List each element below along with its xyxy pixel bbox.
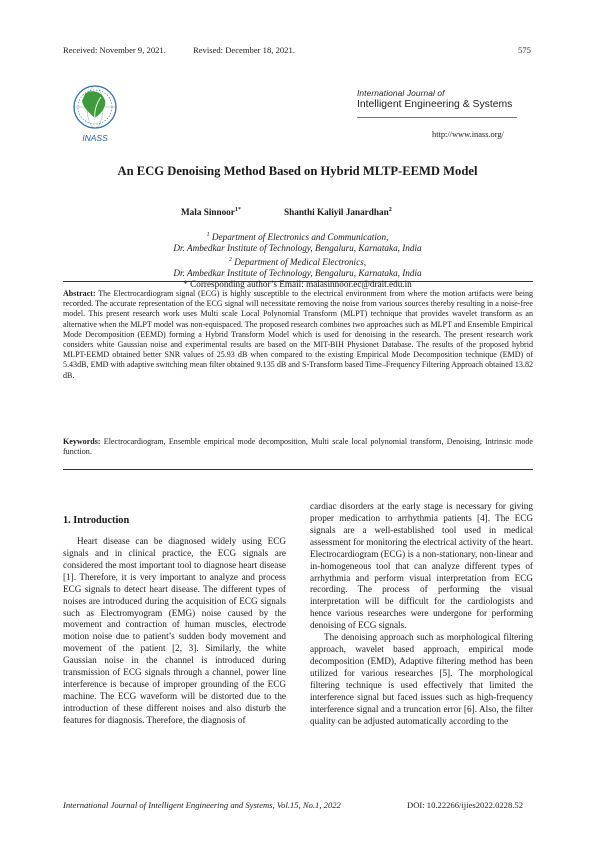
journal-name [357,88,512,110]
col2-paragraph-1: cardiac disorders at the early stage is necessary for giving proper medication to arrhythmia patients [4]. The ECG signals are a well-established tool used in medical assessment for monitoring the electrical activity of the heart. Electrocardiogram (ECG) is a non-stationary, non-linear and in-homogeneous tool that can analyze different types of arrhythmia and perform visual interpretation from ECG recording. The process of performing the visual interpretation will be difficult for the cardiologists and hence various researches were undergone for performing denoising of ECG signals. [310,501,533,631]
author-2 [284,207,392,217]
abstract [63,289,533,381]
abstract-text: The Electrocardiogram signal (ECG) is highly susceptible to the electrical environment from where the motion artifacts were being recorded. The accurate representation of the ECG signal will necessitate removing the noise from various sources thereby resulting in a noise-free model. This present research work uses Multi scale Local Polynomial Transform (MLPT) technique that provides wavelet transform as an alternative when the MLPT model was non-equispaced. The proposed research combines two approaches such as MLPT and Ensemble Empirical Mode Decomposition (EEMD) forming a Hybrid Transform Model which is used for denoising in the research. The present research work considers white Gaussian noise and experimental results are based on the MIT-BIH Physionet Database. The results of the proposed hybrid MLPT-EEMD obtained better SNR values of 25.93 dB when compared to the existing Empirical Mode Decomposition technique (EMD) of 5.43dB, EMD with adaptive switching mean filter obtained 9.135 dB and S-Transform based Time–Frequency Filtering Approach obtained 13.82 dB. [63,289,533,380]
keywords-text: Electrocardiogram, Ensemble empirical mode decomposition, Multi scale local polynomial transform, Denoising, Intrinsic mode function. [63,437,533,457]
body-column-2 [310,501,533,728]
footer-journal: International Journal of Intelligent Engineering and Systems, Vol.15, No.1, 2022 [63,800,341,810]
footer-doi[interactable]: DOI: 10.22266/ijies2022.0228.52 [407,800,524,810]
abstract-bottom-rule [63,469,533,470]
affil-sup-1: 1 [206,232,210,238]
author-2-name: Shanthi Kaliyil Janardhan [284,207,389,218]
col2-paragraph-2: The denoising approach such as morphological filtering approach, wavelet based approach, empirical mode decomposition (EMD), Adaptive filtering method has been utilized for various researches [5]. The morphological filtering technique is used effectively that limited the interference signal but faced issues such as high-frequency interference signal and a truncation error [6]. Also, the filter quality can be adjusted automatically according to the [310,632,533,726]
affil-2-inst: Dr. Ambedkar Institute of Technology, Bengaluru, Karnataka, India [173,268,422,279]
logo-text: INASS [82,133,108,143]
abstract-label: Abstract: [63,289,96,298]
affil-2-dept: Department of Medical Electronics, [231,256,367,267]
journal-name-line2: Intelligent Engineering & Systems [357,99,513,110]
page-number: 575 [518,45,531,55]
col1-paragraph-1: Heart disease can be diagnosed widely using ECG signals and in clinical practice, the ECG signals are considered the most important tool to diagnose heart disease [1]. Therefore, it is very important to analyze and process ECG signals to detect heart disease. The different types of noises are introduced during the acquisition of ECG signals such as Electromyogram (EMG) noise caused by the movement and contraction of human muscles, electrode motion noise due to patient’s sudden body movement and movement of the patient [2, 3]. Similarly, the white Gaussian noise in the channel is introduced during transmission of ECG signals through a channel, power line interference is because of improper grounding of the ECG machine. The ECG waveform will be distorted due to the introduction of these different noises and also disturb the features for diagnosis. Therefore, the diagnosis of [63,536,286,725]
journal-url[interactable]: http://www.inass.org/ [432,130,504,139]
corresponding-author: * Corresponding author’s Email: malasinnoor.ec@drait.edu.in [183,279,412,290]
keywords-label: Keywords: [63,437,101,446]
inass-logo [68,80,122,144]
paper-title: An ECG Denoising Method Based on Hybrid MLTP-EEMD Model [117,164,478,178]
author-1 [181,207,241,217]
journal-rule [357,117,517,118]
affil-1-inst: Dr. Ambedkar Institute of Technology, Bengaluru, Karnataka, India [173,243,422,254]
abstract-top-rule [63,281,533,282]
author-1-name: Mala Sinnoor [181,207,235,218]
author-1-sup: 1* [234,207,241,213]
keywords [63,437,533,457]
affil-1-dept: Department of Electronics and Communication, [209,232,389,243]
revised-date: Revised: December 18, 2021. [193,45,295,55]
affil-sup-2: 2 [228,256,232,263]
globe-icon [68,80,122,144]
journal-name-line1: International Journal of [357,88,445,98]
author-2-sup: 2 [388,207,392,213]
received-date: Received: November 9, 2021. [63,45,166,55]
body-column-1 [63,536,286,727]
section-heading: 1. Introduction [63,515,130,526]
